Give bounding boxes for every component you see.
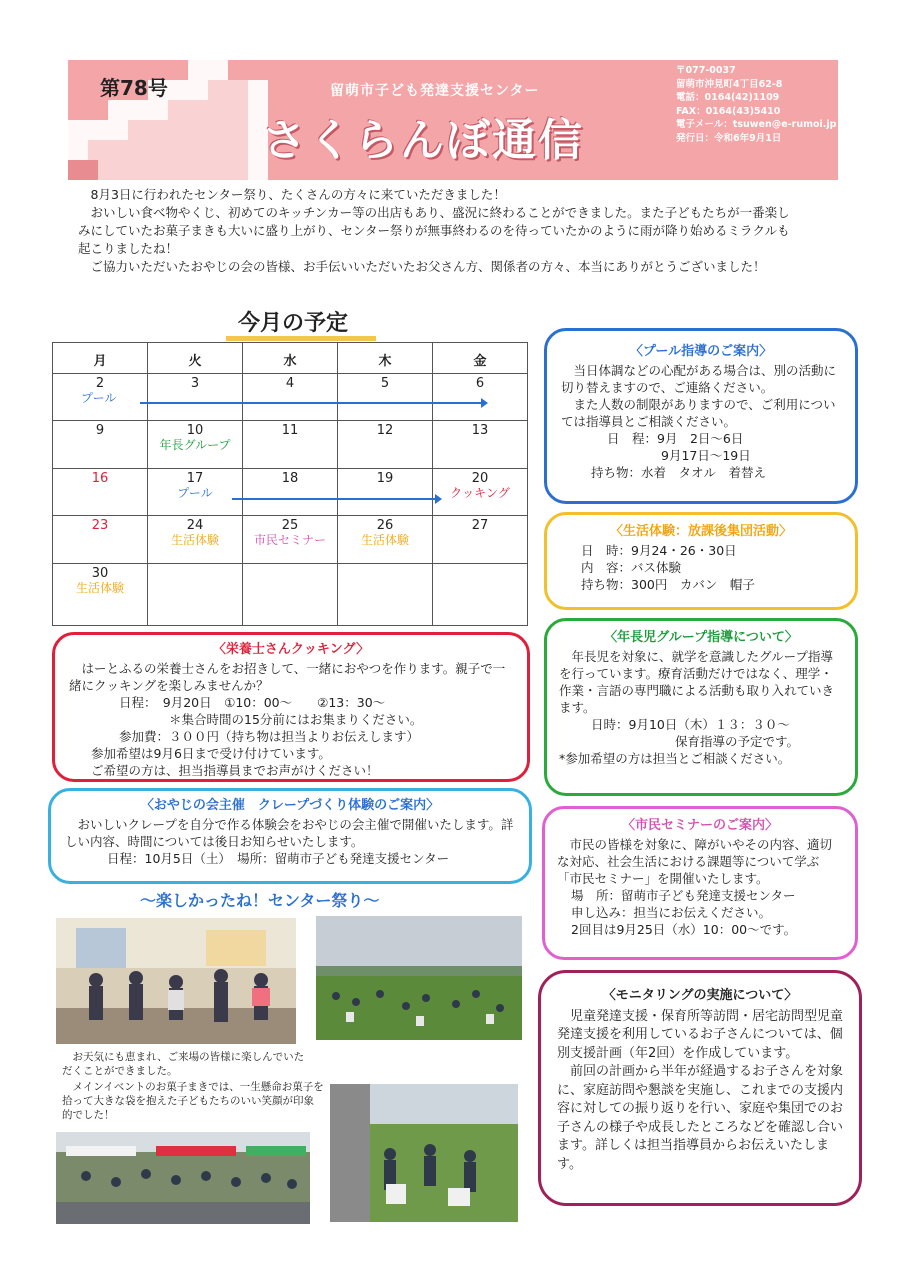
seminar-title: 〈市民セミナーのご案内〉 [621, 818, 778, 833]
monitoring-title: 〈モニタリングの実施について〉 [602, 988, 798, 1003]
calendar-week-row [53, 468, 528, 515]
seminar-second: 2回目は9月25日（水）10：00～です。 [571, 922, 797, 937]
seminar-box [542, 806, 858, 960]
calendar-day-cell [433, 563, 528, 626]
pool-text: 当日体調などの心配がある場合は、別の活動に切り替えますので、ご連絡ください。 [561, 363, 837, 395]
day-event: プール [81, 391, 117, 405]
calendar-day-cell [338, 516, 433, 563]
calendar-day-cell [243, 468, 338, 515]
schedule-calendar [52, 342, 528, 626]
calendar-day-cell [53, 468, 148, 515]
day-event: 市民セミナー [253, 533, 326, 548]
calendar-week-row [53, 421, 528, 468]
intro-paragraph: ご協力いただいたおやじの会の皆様、お手伝いいただいたお父さん方、関係者の方々、本当にありがとうございました！ [90, 259, 766, 274]
intro-paragraph: おいしい食べ物やくじ、初めてのキッチンカー等の出店もあり、盛況に終わることができました。また子どもたちが一番楽しみにしていたお菓子まきも大いに盛り上がり、センター祭りが無事終わるのを待っていたかのように雨が降り始めるミラクルも起こりましたね！ [78, 205, 790, 256]
festival-photo-tents [56, 1132, 310, 1224]
calendar-day-cell [243, 374, 338, 421]
day-number: 18 [281, 470, 299, 486]
festival-title: ～楽しかったね！センター祭り～ [140, 891, 380, 910]
calendar-day-cell [338, 468, 433, 515]
cooking-deadline: 参加希望は9月6日まで受け付けています。 [91, 746, 331, 761]
seminar-apply: 申し込み：担当にお伝えください。 [571, 905, 772, 920]
group-plan: 保育指導の予定です。 [675, 734, 800, 749]
calendar-day-cell [243, 516, 338, 563]
festival-caption-2: メインイベントのお菓子まきでは、一生懸命お菓子を拾って大きな袋を抱えた子どもたちのいい笑顔が印象的でした！ [62, 1081, 324, 1121]
monitoring-text: 児童発達支援・保育所等訪問・居宅訪問型児童発達支援を利用しているお子さんについては、個別支援計画（年2回）を作成しています。 [557, 1008, 844, 1061]
day-number: 9 [95, 423, 105, 439]
calendar-day-cell [148, 516, 243, 563]
day-number: 23 [91, 518, 109, 534]
issue-number: 第78号 [100, 76, 168, 100]
day-number: 17 [186, 470, 204, 486]
day-event: 生活体験 [75, 580, 124, 595]
crepe-box [48, 788, 532, 884]
day-number: 13 [471, 423, 489, 439]
day-number: 24 [186, 518, 204, 534]
weekday-header: 木 [338, 343, 433, 374]
cooking-title: 〈栄養士さんクッキング〉 [212, 642, 370, 657]
cooking-text: はーとふるの栄養士さんをお招きして、一緒におやつを作ります。親子で一緒にクッキングを楽しみませんか？ [69, 661, 506, 693]
publish-date: 発行日：令和6年9月1日 [676, 132, 782, 144]
calendar-day-cell [433, 516, 528, 563]
monitoring-box [538, 970, 862, 1206]
calendar-day-cell [338, 563, 433, 626]
intro-paragraph: 8月3日に行われたセンター祭り、たくさんの方々に来ていただきました！ [90, 187, 506, 202]
seminar-place: 場 所：留萌市子ども発達支援センター [571, 888, 796, 903]
calendar-day-cell [338, 374, 433, 421]
pool-title: 〈プール指導のご案内〉 [629, 344, 773, 359]
calendar-day-cell [243, 421, 338, 468]
day-number: 20 [471, 470, 489, 486]
intro-text [78, 186, 796, 276]
pool-arrow-week1 [140, 402, 486, 404]
group-title: 〈年長児グループ指導について〉 [604, 630, 798, 645]
day-event: 生活体験 [360, 533, 409, 548]
postal-code: 〒077-0037 [676, 65, 736, 76]
group-note: *参加希望の方は担当とご相談ください。 [559, 751, 791, 766]
calendar-day-cell [148, 374, 243, 421]
fax: FAX：0164(43)5410 [676, 105, 781, 117]
calendar-day-cell [53, 563, 148, 626]
calendar-day-cell [338, 421, 433, 468]
day-event: プール [177, 485, 213, 500]
pool-info-box [544, 328, 858, 504]
day-number: 3 [190, 376, 200, 391]
calendar-day-cell [243, 563, 338, 626]
seminar-text: 市民の皆様を対象に、障がいやその内容、適切な対応、社会生活における課題等について学ぶ「市民セミナー」を開催いたします。 [557, 837, 833, 886]
calendar-day-cell [433, 374, 528, 421]
day-event: 年長グループ [159, 438, 231, 453]
cooking-contact: ご希望の方は、担当指導員までお声がけください！ [91, 763, 379, 778]
calendar-week-row [53, 374, 528, 421]
festival-caption-1: お天気にも恵まれ、ご来場の皆様に楽しんでいただくことができました。 [62, 1051, 305, 1077]
weekday-header: 金 [433, 343, 528, 374]
group-text: 年長児を対象に、就学を意識したグループ指導を行っています。療育活動だけではなく、理学・作業・言語の専門職による活動も取り入れていきます。 [559, 649, 835, 715]
address: 留萌市沖見町4丁目62-8 [676, 78, 783, 90]
calendar-day-cell [433, 421, 528, 468]
calendar-day-cell [148, 421, 243, 468]
calendar-day-cell [53, 421, 148, 468]
festival-photo-candy [330, 1084, 518, 1222]
day-number: 30 [91, 565, 109, 581]
pool-items: 持ち物：水着 タオル 着替え [591, 465, 767, 480]
calendar-day-cell [53, 516, 148, 563]
day-number: 5 [380, 376, 390, 391]
day-event: クッキング [450, 485, 510, 500]
festival-photo-field [316, 916, 522, 1040]
pool-dates-2: 9月17日～19日 [661, 448, 751, 463]
calendar-day-cell [53, 374, 148, 421]
pool-arrow-week3 [232, 498, 440, 500]
festival-photo-booths [56, 918, 296, 1044]
day-number: 12 [376, 423, 394, 439]
crepe-text: おいしいクレープを自分で作る体験会をおやじの会主催で開催いたします。詳しい内容、時間については後日お知らせいたします。 [65, 817, 514, 849]
phone: 電話：0164(42)1109 [676, 92, 780, 103]
weekday-header: 月 [53, 343, 148, 374]
day-number: 4 [285, 376, 295, 391]
day-event: 生活体験 [170, 533, 219, 548]
pool-dates: 日 程：9月 2日～6日 [607, 431, 744, 446]
day-number: 19 [376, 470, 394, 486]
calendar-day-cell [433, 468, 528, 515]
crepe-title: 〈おやじの会主催 クレープづくり体験のご案内〉 [140, 798, 440, 813]
day-number: 25 [281, 518, 299, 534]
life-date: 日 時：9月24・26・30日 [581, 543, 737, 558]
calendar-day-cell [148, 563, 243, 626]
life-content: 内 容：バス体験 [581, 560, 682, 575]
calendar-week-row [53, 516, 528, 563]
weekday-header: 水 [243, 343, 338, 374]
contact-info [676, 64, 836, 145]
calendar-week-row [53, 563, 528, 626]
cooking-fee: 参加費：３００円（持ち物は担当よりお伝えします） [119, 729, 420, 744]
day-number: 2 [95, 376, 105, 391]
life-title: 〈生活体験：放課後集団活動〉 [609, 524, 792, 539]
group-date: 日時：9月10日（木）１３：３０～ [591, 717, 790, 732]
life-experience-box [544, 512, 858, 610]
day-number: 6 [475, 376, 485, 391]
life-items: 持ち物：300円 カバン 帽子 [581, 577, 755, 592]
organization-name: 留萌市子ども発達支援センター [330, 83, 540, 99]
crepe-date: 日程：10月5日（土） 場所：留萌市子ども発達支援センター [107, 851, 450, 866]
email: 電子メール：tsuwen@e-rumoi.jp [676, 119, 837, 130]
day-number: 11 [281, 423, 299, 439]
group-guidance-box [544, 618, 858, 796]
calendar-day-cell [148, 468, 243, 515]
day-number: 16 [91, 470, 109, 486]
weekday-header: 火 [148, 343, 243, 374]
day-number: 26 [376, 518, 394, 534]
schedule-title: 今月の予定 [238, 311, 349, 336]
day-number: 10 [186, 423, 204, 439]
newsletter-title: さくらんぼ通信 [262, 115, 584, 166]
day-number: 27 [471, 518, 489, 534]
cooking-date: 日程： 9月20日 ①10：00～ ②13：30～ [119, 695, 386, 710]
cooking-box [52, 632, 530, 782]
cooking-note: ＊集合時間の15分前にはお集まりください。 [169, 712, 423, 727]
monitoring-text: 前回の計画から半年が経過するお子さんを対象に、家庭訪問や懇談を実施し、これまでの支援内容に対しての振り返りを行い、家庭や集団でのお子さんの様子や成長したところなどを確認し合います。詳しくは担当指導員からお伝えいたします。 [557, 1064, 844, 1172]
pool-text: また人数の制限がありますので、ご利用については指導員とご相談ください。 [561, 397, 836, 429]
